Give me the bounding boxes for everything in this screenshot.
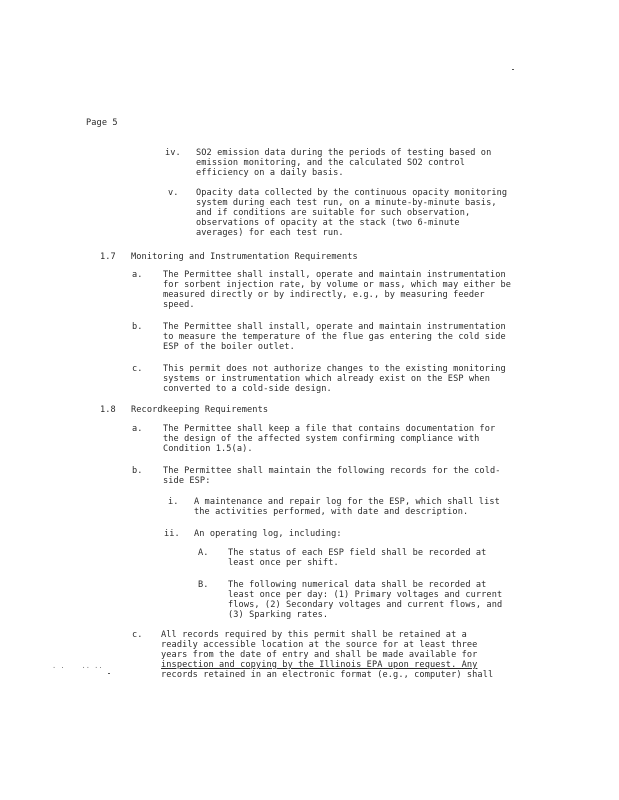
log-item-line: The following numerical data shall be recorded at [228, 580, 487, 590]
scan-speck [512, 69, 514, 70]
item-line: emission monitoring, and the calculated SO2 control [196, 158, 465, 168]
item-marker: c. [132, 630, 143, 640]
item-line: speed. [163, 300, 195, 310]
section-number: 1.7 [100, 252, 116, 262]
item-line-underlined: inspection and copying by the Illinois EPA upon request. Any [161, 660, 478, 670]
item-marker: a. [132, 424, 143, 434]
item-line: ESP of the boiler outlet. [163, 342, 295, 352]
item-marker: c. [132, 364, 143, 374]
item-line: for sorbent injection rate, by volume or mass, which may either be [163, 280, 512, 290]
item-line: years from the date of entry and shall be made available for [161, 650, 478, 660]
sub-item-line: A maintenance and repair log for the ESP, which shall list [194, 497, 500, 507]
item-line: observations of opacity at the stack (two 6-minute [196, 218, 460, 228]
item-line: The Permittee shall install, operate and maintain instrumentation [163, 322, 506, 332]
item-line: The Permittee shall maintain the following records for the cold- [163, 466, 501, 476]
item-line: side ESP: [163, 476, 211, 486]
item-line: and if conditions are suitable for such observation, [196, 208, 471, 218]
item-line: efficiency on a daily basis. [196, 168, 344, 178]
item-line: SO2 emission data during the periods of testing based on [196, 148, 492, 158]
item-line: records retained in an electronic format (e.g., computer) shall [161, 670, 494, 680]
item-marker: v. [168, 188, 179, 198]
page-label: Page 5 [86, 118, 118, 128]
item-marker: b. [132, 466, 143, 476]
item-line: measured directly or by indirectly, e.g., by measuring feeder [163, 290, 485, 300]
section-title: Monitoring and Instrumentation Requirements [131, 252, 358, 262]
log-item-line: The status of each ESP field shall be recorded at [228, 548, 487, 558]
log-item-line: (3) Sparking rates. [228, 610, 329, 620]
scan-speck [108, 673, 110, 674]
log-item-line: flows, (2) Secondary voltages and current flows, and [228, 600, 503, 610]
log-item-marker: B. [198, 580, 209, 590]
sub-item-marker: ii. [164, 529, 180, 539]
item-line: the design of the affected system confirming compliance with [163, 434, 480, 444]
item-line: system during each test run, on a minute-by-minute basis, [196, 198, 497, 208]
log-item-marker: A. [198, 548, 209, 558]
log-item-line: least once per shift. [228, 558, 339, 568]
item-line: All records required by this permit shall be retained at a [161, 630, 467, 640]
sub-item-line: the activities performed, with date and description. [194, 507, 469, 517]
item-line: averages) for each test run. [196, 228, 344, 238]
item-line: readily accessible location at the source for at least three [161, 640, 478, 650]
item-line: to measure the temperature of the flue gas entering the cold side [163, 332, 506, 342]
item-marker: a. [132, 270, 143, 280]
log-item-line: least once per day: (1) Primary voltages and current [228, 590, 503, 600]
item-line: Opacity data collected by the continuous opacity monitoring [196, 188, 508, 198]
item-line: The Permittee shall install, operate and maintain instrumentation [163, 270, 506, 280]
item-line: Condition 1.5(a). [163, 444, 253, 454]
item-marker: b. [132, 322, 143, 332]
item-marker: iv. [165, 148, 181, 158]
sub-item-marker: i. [168, 497, 179, 507]
section-number: 1.8 [100, 405, 116, 415]
item-line: systems or instrumentation which already exist on the ESP when [163, 374, 490, 384]
section-title: Recordkeeping Requirements [131, 405, 269, 415]
item-line: The Permittee shall keep a file that contains documentation for [163, 424, 496, 434]
item-line: This permit does not authorize changes to the existing monitoring [163, 364, 506, 374]
scan-margin-marks: . . .. .. [52, 662, 103, 670]
item-line: converted to a cold-side design. [163, 384, 332, 394]
sub-item-line: An operating log, including: [194, 529, 342, 539]
